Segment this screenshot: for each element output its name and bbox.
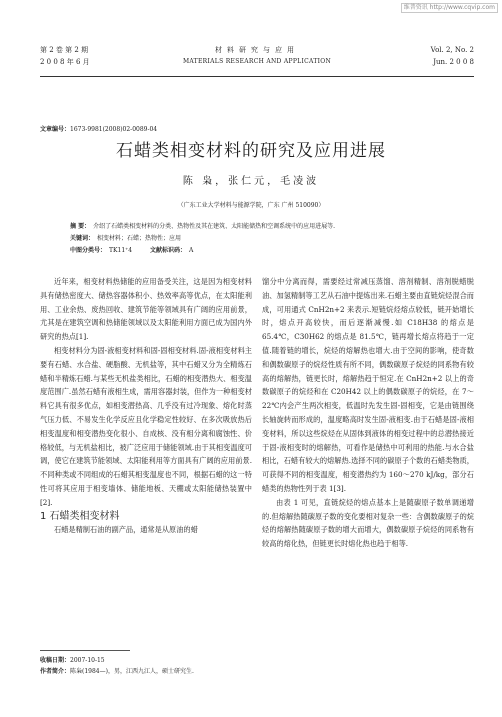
abstract-label: 摘 要： (70, 223, 91, 230)
body-column-right (262, 275, 474, 551)
footnote-rule (40, 650, 130, 651)
classification (70, 246, 193, 256)
journal-title (40, 44, 474, 68)
keywords (70, 234, 181, 244)
doc-code-value: A (188, 247, 194, 254)
abstract-text: 介绍了石蜡类相变材料的分类、热物性及其在建筑、太阳能储热和空调系统中的应用进展等. (93, 223, 336, 230)
paragraph: 近年来，相变材料热储能的应用备受关注，这是因为相变材料具有储热密度大、储热容器体积小、热效率高等优点，在太阳能利用、工业余热、废热回收、建筑节能等领域具有广阔的应用前景，尤其是在建筑空调和热储能领域以及太阳能利用方面已成为国内外研究的热点[1]. (40, 277, 252, 342)
paragraph: 相变材料分为固-液相变材料和固-固相变材料.固-液相变材料主要有石蜡、水合盐、硬脂酸、无机盐等，其中石蜡又分为全精炼石蜡和半精炼石蜡.与某些无机盐类相比，石蜡的相变潜热大、相变温度范围广.虽然石蜡有液相生成，需用容器封装，但作为一种相变材料它具有很多优点，如相变潜热高、几乎没有过冷现象、熔化时蒸气压力低、不易发生化学反应且化学稳定性较好、在多次吸放热后相变温度和相变潜热变化很小、自成核、没有相分离和腐蚀性、价格较低，与无机盐相比，被广泛应用于储能领域.由于其相变温度可调，使它在建筑节能领域、太阳能利用等方面具有广阔的应用前景.不同种类或不同组成的石蜡其相变温度也不同，根据石蜡的这一特性可将其应用于相变墙体、储能地板、天棚或太阳能储热装置中[2]. (40, 345, 252, 507)
paragraph: 石蜡是精制石油的副产品，通常是从原油的蜡 (54, 525, 198, 535)
received-date (40, 655, 194, 666)
author-bio (40, 666, 194, 677)
clc-label: 中图分类号： (70, 247, 107, 254)
doc-code-label: 文献标识码： (149, 247, 186, 254)
abstract (70, 222, 335, 232)
watermark-stamp: 维普资讯 http://www.cqvip.com (401, 3, 498, 13)
keywords-label: 关键词： (70, 235, 95, 242)
paragraph: 由表 1 可见，直链烷烃的熔点基本上是随碳原子数单调递增的.但熔解热随碳原子数的变化要相对复杂一些：含偶数碳原子的烷烃的熔解热随碳原子数的增大而增大，偶数碳原子烷烃的同系物有较高的熔化热，但链更长时熔化热也趋于相等. (262, 497, 474, 549)
journal-header (40, 44, 474, 74)
author-bio-label: 作者简介： (40, 668, 71, 675)
paper-title: 石蜡类相变材料的研究及应用进展 (116, 141, 386, 161)
clc-value: TK11⁺4 (109, 247, 133, 254)
volume-issue-en: Vol. 2, No. 2 (430, 46, 474, 54)
affiliation: （广东工业大学材料与能源学院，广东 广州 510090） (177, 202, 325, 209)
issue-date: 2 0 0 8 年 6 月 (40, 58, 90, 66)
issue-info-en (431, 44, 474, 68)
issue-date-en: Jun. 2 0 0 8 (433, 58, 474, 66)
keywords-text: 相变材料；石蜡；热物性；应用 (97, 235, 182, 242)
footnote (40, 655, 194, 677)
author-bio-text: 陈枭(1984—)，男，江西九江人，硕士研究生. (70, 668, 194, 675)
body-column-left (40, 275, 252, 537)
journal-title-en: MATERIALS RESEARCH AND APPLICATION (182, 58, 332, 65)
journal-title-cn: 材料研究与应用 (215, 46, 299, 54)
paragraph: 馏分中分离而得，需要经过常减压蒸馏、溶剂精制、溶剂脱蜡脱油、加氢精制等工艺从石油中提炼出来.石蜡主要由直链烷烃混合而成，可用通式 CnH2n+2 来表示.短链烷烃熔点较低，链开始增长时，熔点开高较快，而后逐渐减慢.如 C18H38 的熔点是 65.4℃，C30H62 的熔点是 81.5℃，链再增长熔点将趋于一定值.随着链的增长，烷烃的熔解热也增大.由于空间的影响，使奇数和偶数碳原子的烷烃性质有所不同，偶数碳原子烷烃的同系物有较高的熔解热，链更长时，熔解热趋于恒定.在 CnH2n+2 以上的奇数碳原子的烷烃和在 C20H42 以上的偶数碳原子的烷烃，在 7～22℃内会产生两次相变，低温时先发生固-固相变，它是由链围绕长轴旋转而形成的，温度略高时发生固-液相变.由于石蜡是固-液相变材料，所以这些烷烃在从固体到液体的相变过程中的总潜热接近于固-液相变时的熔解热，可看作是储热中可利用的热能.与水合盐相比，石蜡有较大的熔解热.选择不同的碳原子个数的石蜡类物质，可获得不同的相变温度，相变潜热约为 160～270 kJ/kg，部分石蜡类的热物性列于表 1[3]. (262, 277, 474, 493)
section-heading: 1 石蜡类相变材料 (40, 510, 120, 522)
volume-issue: 第 2 卷 第 2 期 (40, 46, 89, 54)
authors: 陈 枭，张仁元，毛凌波 (182, 176, 320, 187)
header-rule (40, 76, 474, 77)
received-label: 收稿日期： (40, 657, 71, 664)
article-number-label: 文章编号： (40, 126, 71, 133)
article-number-value: 1673-9981(2008)02-0089-04 (70, 126, 158, 133)
received-value: 2007-10-15 (70, 657, 105, 664)
article-number (40, 124, 157, 133)
